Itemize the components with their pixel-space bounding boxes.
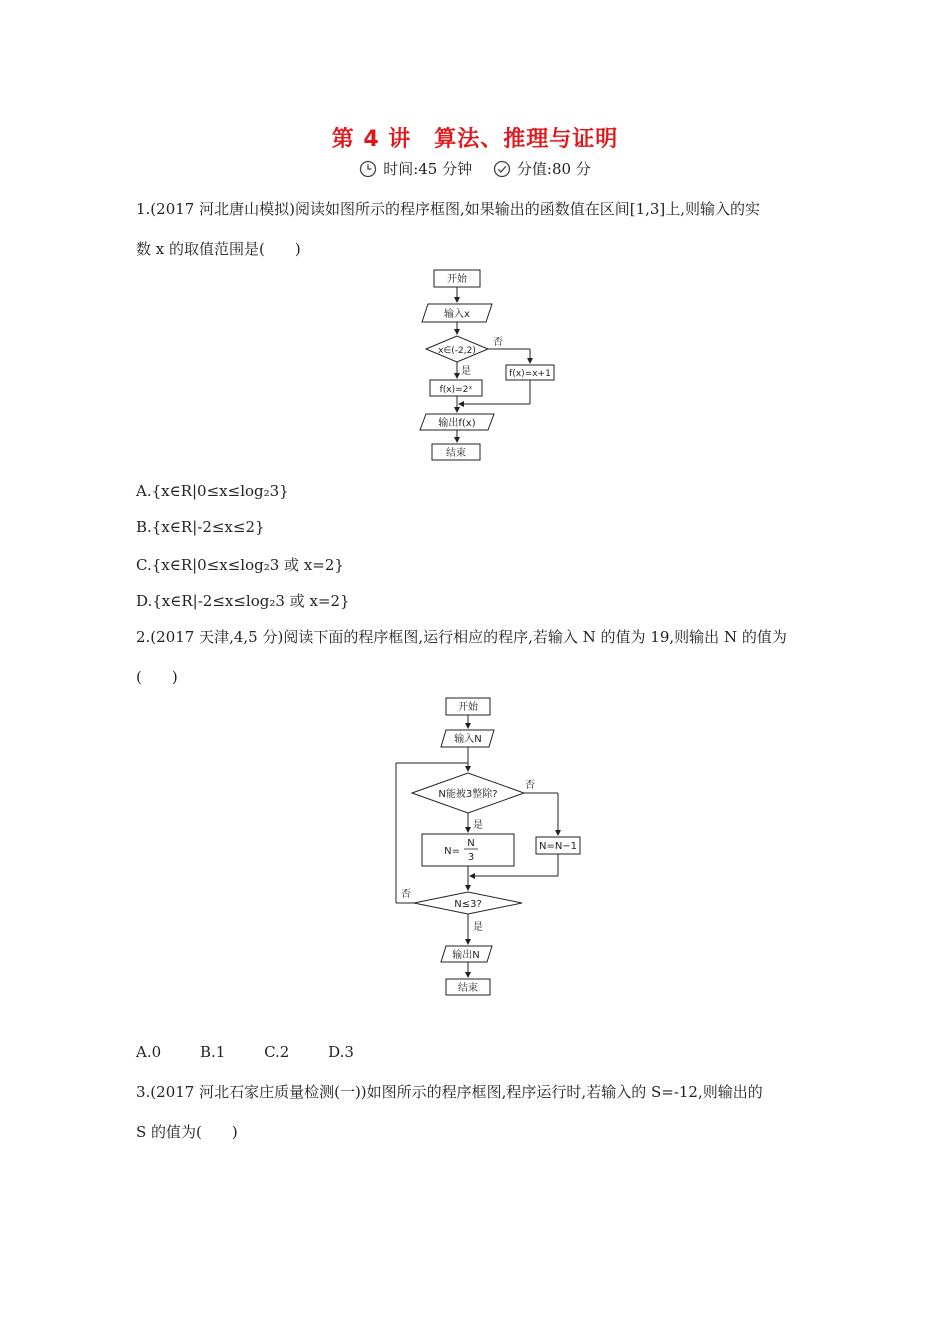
q2-start-text: 开始: [458, 702, 478, 713]
q2-option-d: D.3: [328, 1043, 354, 1061]
q1-option-b: B.{x∈R|-2≤x≤2}: [136, 518, 265, 536]
score-info: [493, 158, 591, 179]
q2-option-a: A.0: [136, 1043, 162, 1061]
q2-yes1-label: 是: [473, 820, 483, 831]
q1-flowchart: [410, 266, 570, 466]
q1-input-text: 输入x: [444, 309, 470, 320]
clock-icon: [359, 160, 377, 178]
q1-yes-label: 是: [461, 366, 471, 377]
q1-stem-line1: 1.(2017 河北唐山模拟)阅读如图所示的程序框图,如果输出的函数值在区间[1,3]上,则输入的实: [136, 200, 761, 218]
q2-options: [136, 1043, 388, 1061]
q2-cond1-text: N能被3整除?: [438, 789, 498, 800]
q2-stem-line2: ( ): [136, 668, 178, 686]
q2-no2-label: 否: [401, 889, 411, 900]
q1-output-text: 输出f(x): [438, 418, 476, 429]
q1-option-a: A.{x∈R|0≤x≤log₂3}: [136, 482, 289, 500]
q2-yes-box-den: 3: [467, 852, 475, 863]
score-label: 分值:80 分: [516, 160, 591, 178]
meta-info: [0, 158, 950, 182]
q1-yes-box-text: f(x)=2ˣ: [439, 385, 473, 395]
q1-no-label: 否: [493, 337, 503, 348]
q1-cond-text: x∈(-2,2): [438, 346, 476, 356]
q2-no1-label: 否: [525, 780, 535, 791]
q1-start-text: 开始: [447, 274, 467, 285]
time-label: 时间:45 分钟: [383, 160, 473, 178]
q2-output-text: 输出N: [452, 950, 480, 961]
time-info: [359, 158, 472, 179]
q3-stem-line1: 3.(2017 河北石家庄质量检测(一))如图所示的程序框图,程序运行时,若输入的 S=-12,则输出的: [136, 1083, 763, 1101]
q2-yes2-label: 是: [473, 922, 483, 933]
q2-cond2-text: N≤3?: [454, 899, 482, 910]
q1-stem-line2: 数 x 的取值范围是( ): [136, 240, 301, 258]
page-title: 第 4 讲 算法、推理与证明: [331, 127, 619, 152]
q2-yes-box-num: N: [467, 838, 475, 849]
q1-end-text: 结束: [446, 448, 466, 459]
q2-option-c: C.2: [264, 1043, 290, 1061]
q2-end-text: 结束: [458, 983, 478, 994]
q1-no-box-text: f(x)=x+1: [509, 369, 551, 379]
q3-stem-line2: S 的值为( ): [136, 1123, 238, 1141]
q2-input-text: 输入N: [454, 734, 482, 745]
q2-flowchart: [390, 694, 590, 1000]
q2-yes-box-left: N=: [444, 846, 460, 857]
check-circle-icon: [493, 160, 511, 178]
q1-option-c: C.{x∈R|0≤x≤log₂3 或 x=2}: [136, 556, 344, 574]
q2-stem-line1: 2.(2017 天津,4,5 分)阅读下面的程序框图,运行相应的程序,若输入 N 的值为 19,则输出 N 的值为: [136, 628, 787, 646]
q1-option-d: D.{x∈R|-2≤x≤log₂3 或 x=2}: [136, 592, 350, 610]
q2-option-b: B.1: [199, 1043, 226, 1061]
q2-no-box-text: N=N−1: [538, 841, 578, 852]
